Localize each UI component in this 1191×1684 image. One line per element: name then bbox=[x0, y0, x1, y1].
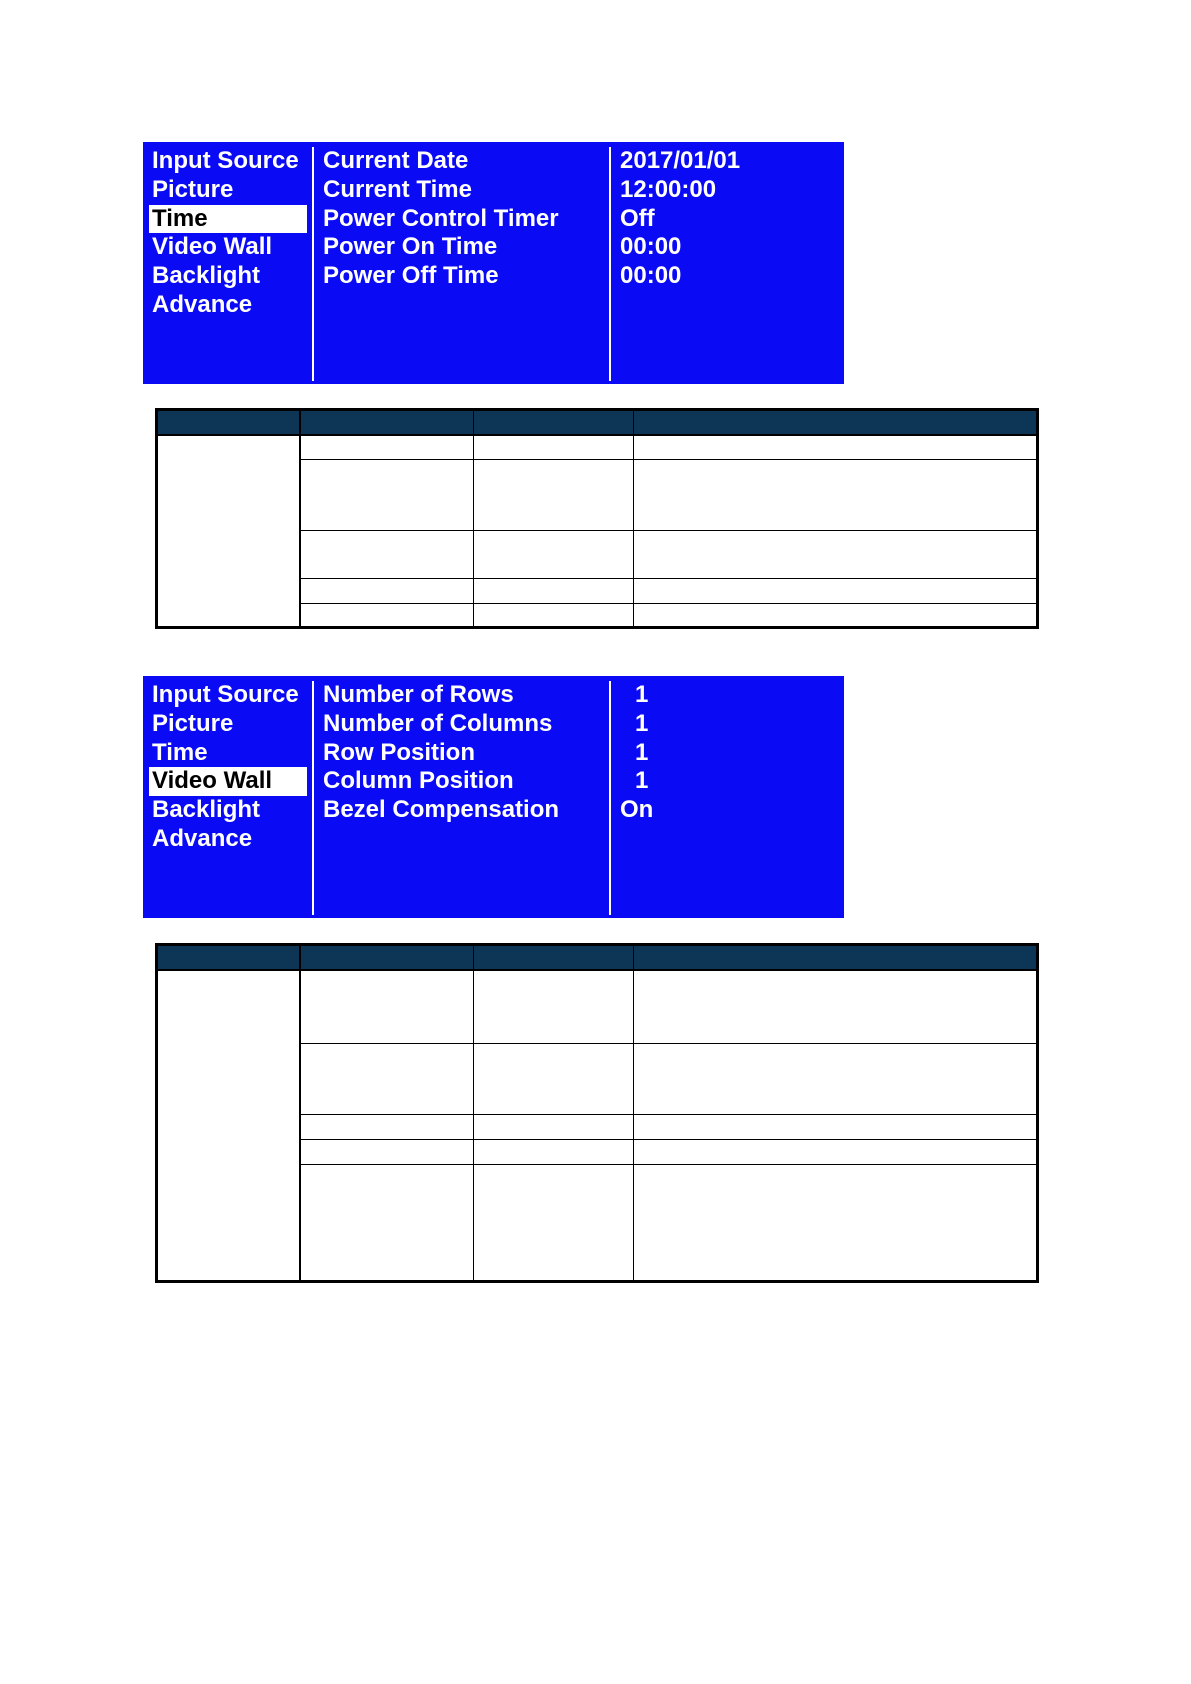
video-wall-settings-table bbox=[155, 943, 1039, 1283]
value-bezel-compensation: On bbox=[620, 796, 654, 824]
table-header-row bbox=[158, 946, 1036, 971]
osd-main-menu bbox=[149, 147, 307, 381]
setting-current-date[interactable]: Current Date bbox=[323, 147, 469, 174]
menu-item-video-wall[interactable]: Video Wall bbox=[149, 767, 307, 796]
table-column-divider bbox=[473, 411, 474, 626]
table-row-divider bbox=[299, 459, 1036, 460]
osd-time-panel bbox=[143, 142, 844, 384]
menu-item-input-source[interactable]: Input Source bbox=[152, 147, 299, 174]
osd-settings-list bbox=[312, 681, 606, 915]
value-current-date: 2017/01/01 bbox=[620, 147, 741, 174]
setting-power-off-time[interactable]: Power Off Time bbox=[323, 262, 499, 290]
table-row-divider bbox=[299, 1139, 1036, 1140]
value-power-off-time: 00:00 bbox=[620, 262, 682, 290]
menu-item-advance[interactable]: Advance bbox=[152, 290, 253, 318]
value-row-position: 1 bbox=[635, 738, 649, 766]
table-column-divider bbox=[299, 411, 301, 626]
value-current-time: 12:00:00 bbox=[620, 175, 717, 203]
setting-power-on-time[interactable]: Power On Time bbox=[323, 233, 498, 261]
table-row-divider bbox=[299, 1114, 1036, 1115]
table-column-divider bbox=[299, 946, 301, 1280]
table-row-divider bbox=[299, 530, 1036, 531]
menu-item-backlight[interactable]: Backlight bbox=[152, 796, 261, 824]
setting-bezel-compensation[interactable]: Bezel Compensation bbox=[323, 796, 560, 824]
osd-settings-list bbox=[312, 147, 606, 381]
menu-item-picture[interactable]: Picture bbox=[152, 175, 234, 203]
table-column-divider bbox=[633, 411, 634, 626]
setting-column-position[interactable]: Column Position bbox=[323, 767, 514, 795]
osd-main-menu bbox=[149, 681, 307, 915]
table-row-divider bbox=[299, 603, 1036, 604]
value-power-control-timer: Off bbox=[620, 204, 655, 232]
table-row-divider bbox=[299, 1164, 1036, 1165]
osd-values-list bbox=[609, 681, 841, 915]
menu-item-backlight[interactable]: Backlight bbox=[152, 262, 261, 290]
menu-item-advance[interactable]: Advance bbox=[152, 824, 253, 852]
osd-video-wall-panel bbox=[143, 676, 844, 918]
table-column-divider bbox=[633, 946, 634, 1280]
table-row-divider bbox=[299, 1043, 1036, 1044]
table-column-divider bbox=[473, 946, 474, 1280]
setting-row-position[interactable]: Row Position bbox=[323, 738, 475, 766]
setting-number-of-columns[interactable]: Number of Columns bbox=[323, 709, 553, 737]
value-power-on-time: 00:00 bbox=[620, 233, 682, 261]
menu-item-video-wall[interactable]: Video Wall bbox=[152, 233, 273, 261]
osd-values-list bbox=[609, 147, 841, 381]
table-header-row bbox=[158, 411, 1036, 436]
setting-current-time[interactable]: Current Time bbox=[323, 175, 472, 203]
menu-item-time[interactable]: Time bbox=[149, 205, 307, 234]
menu-item-input-source[interactable]: Input Source bbox=[152, 681, 299, 708]
value-number-of-columns: 1 bbox=[635, 709, 649, 737]
value-column-position: 1 bbox=[635, 767, 649, 795]
menu-item-time[interactable]: Time bbox=[152, 738, 208, 766]
menu-item-picture[interactable]: Picture bbox=[152, 709, 234, 737]
time-settings-table bbox=[155, 408, 1039, 629]
value-number-of-rows: 1 bbox=[635, 681, 649, 708]
setting-power-control-timer[interactable]: Power Control Timer bbox=[323, 204, 559, 232]
table-row-divider bbox=[299, 578, 1036, 579]
setting-number-of-rows[interactable]: Number of Rows bbox=[323, 681, 514, 708]
